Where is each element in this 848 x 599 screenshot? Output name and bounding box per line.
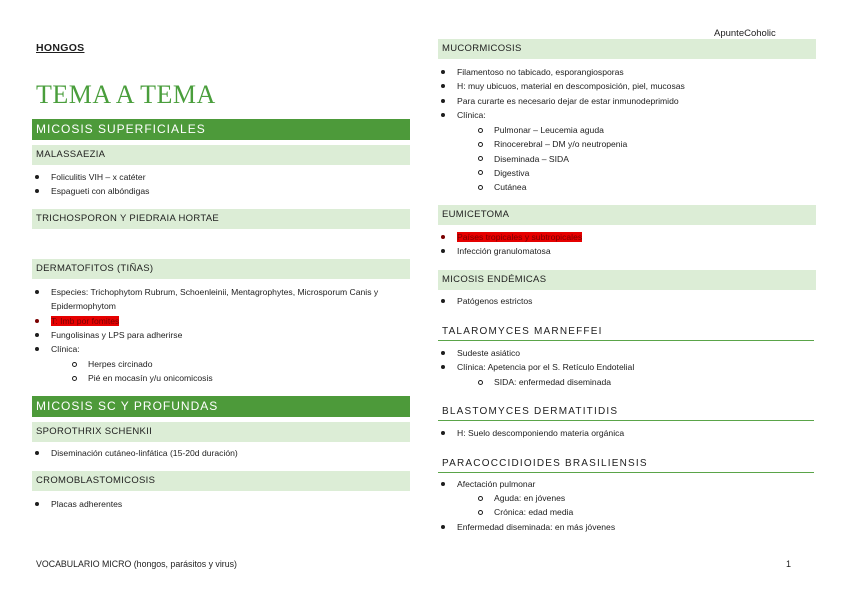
list-item: H: Suelo descomponiendo materia orgánica: [438, 426, 624, 440]
band-micosis-superficiales: MICOSIS SUPERFICIALES: [32, 119, 410, 140]
list-item: Patógenos estrictos: [438, 294, 532, 308]
highlighted-text: T: Imb por fomites: [51, 315, 120, 326]
page-number: 1: [786, 559, 792, 569]
cromo-list: [32, 497, 122, 511]
band-mucormicosis: MUCORMICOSIS: [438, 39, 816, 59]
sub-list-item: SIDA: enfermedad diseminada: [438, 375, 611, 389]
dermatofitos-clinica-list: [32, 357, 213, 386]
sub-list-item: Crónica: edad media: [438, 505, 573, 519]
talaromyces-list: [438, 346, 634, 375]
endemicas-list: [438, 294, 532, 308]
list-item: Placas adherentes: [32, 497, 122, 511]
band-malassaezia: MALASSAEZIA: [32, 145, 410, 165]
list-item: Sudeste asiático: [438, 346, 634, 360]
list-item: Filamentoso no tabicado, esporangiosporas: [438, 65, 685, 79]
list-item-highlight: [32, 314, 378, 328]
band-micosis-profundas: MICOSIS SC Y PROFUNDAS: [32, 396, 410, 417]
list-item: Enfermedad diseminada: en más jóvenes: [438, 520, 615, 534]
paracocci-list: [438, 477, 535, 491]
highlighted-text: Países tropicales y subtropicales: [457, 232, 583, 242]
list-item: Diseminación cutáneo-linfática (15-20d duración): [32, 446, 238, 460]
paracocci-list-2: [438, 520, 615, 534]
especies-line-1: Especies: Trichophytom Rubrum, Schoenleinii, Mentagrophytes, Microsporum Canis y: [51, 287, 379, 297]
band-sporothrix: SPOROTHRIX SCHENKII: [32, 422, 410, 442]
sub-list-item: Digestiva: [438, 166, 627, 180]
list-item: Clínica: Apetencia por el S. Retículo Endotelial: [438, 360, 634, 374]
list-item: Para curarte es necesario dejar de estar inmunodeprimido: [438, 94, 685, 108]
list-item: Clínica:: [32, 342, 378, 356]
band-eumicetoma: EUMICETOMA: [438, 205, 816, 225]
page-title: TEMA A TEMA: [36, 80, 216, 109]
list-item-highlight: [438, 230, 582, 244]
mucor-clinica-list: [438, 123, 627, 194]
blastomyces-list: [438, 426, 624, 440]
list-item: Foliculitis VIH – x catéter: [32, 170, 149, 184]
section-heading-hongos: HONGOS: [36, 42, 85, 54]
sub-list-item: Herpes circinado: [32, 357, 213, 371]
talaromyces-sub-list: [438, 375, 611, 389]
sub-list-item: Pié en mocasín y/u onicomicosis: [32, 371, 213, 385]
heading-talaromyces: TALAROMYCES MARNEFFEI: [438, 325, 814, 341]
footer-text: VOCABULARIO MICRO (hongos, parásitos y virus): [36, 559, 237, 569]
list-item: Espagueti con albóndigas: [32, 184, 149, 198]
sub-list-item: Pulmonar – Leucemia aguda: [438, 123, 627, 137]
band-trichosporon: TRICHOSPORON Y PIEDRAIA HORTAE: [32, 209, 410, 229]
list-item: Fungolisinas y LPS para adherirse: [32, 328, 378, 342]
dermatofitos-list: [32, 285, 378, 356]
list-item: Afectación pulmonar: [438, 477, 535, 491]
sub-list-item: Aguda: en jóvenes: [438, 491, 573, 505]
sub-list-item: Rinocerebral – DM y/o neutropenia: [438, 137, 627, 151]
paracocci-sub-list: [438, 491, 573, 520]
list-item-especies: [32, 285, 378, 314]
brand-label: ApunteCoholic: [714, 28, 776, 39]
list-item: Infección granulomatosa: [438, 244, 582, 258]
list-item: H: muy ubicuos, material en descomposición, piel, mucosas: [438, 79, 685, 93]
especies-line-2: Epidermophytom: [51, 301, 116, 312]
sporothrix-list: [32, 446, 238, 460]
band-micosis-endemicas: MICOSIS ENDÉMICAS: [438, 270, 816, 290]
band-dermatofitos: DERMATOFITOS (TIÑAS): [32, 259, 410, 279]
band-cromoblastomicosis: CROMOBLASTOMICOSIS: [32, 471, 410, 491]
heading-blastomyces: BLASTOMYCES DERMATITIDIS: [438, 405, 814, 421]
mucor-list: [438, 65, 685, 122]
malassaezia-list: [32, 170, 149, 199]
sub-list-item: Diseminada – SIDA: [438, 152, 627, 166]
heading-paracoccidioides: PARACOCCIDIOIDES BRASILIENSIS: [438, 457, 814, 473]
list-item: Clínica:: [438, 108, 685, 122]
eumicetoma-list: [438, 230, 582, 259]
sub-list-item: Cutánea: [438, 180, 627, 194]
